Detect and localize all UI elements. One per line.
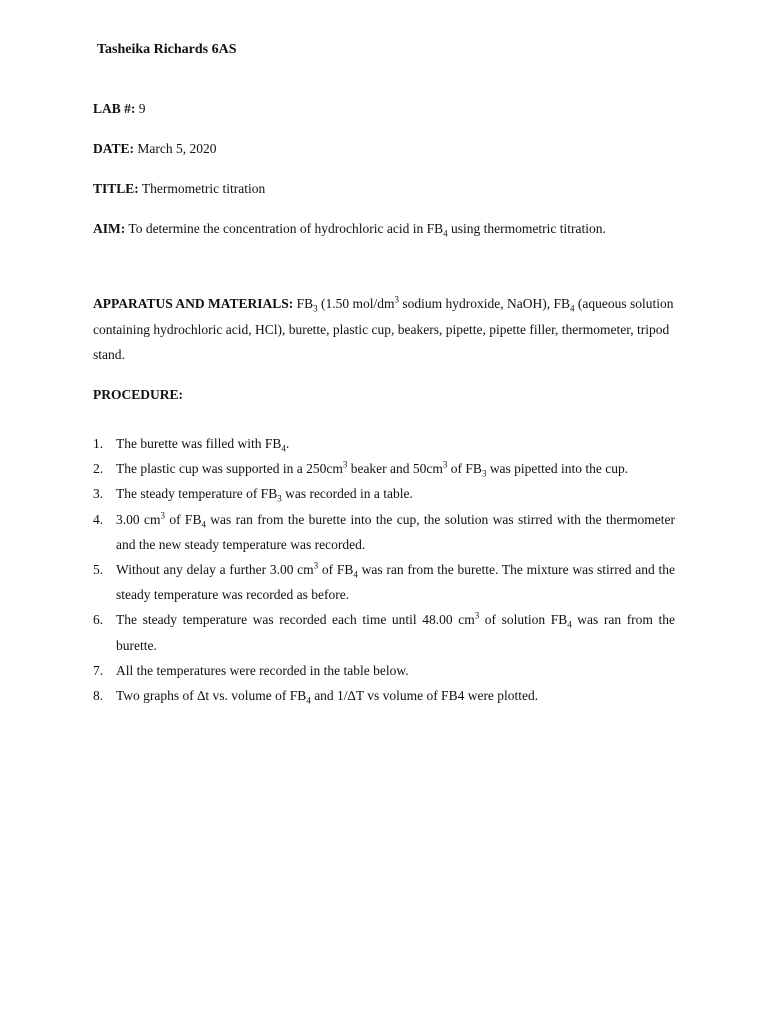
apparatus-paragraph: APPARATUS AND MATERIALS: $FB_3$ (1.50 mol/$dm^3$ sodium hydroxide, NaOH), $FB_4$ (aqueous solution containing hydrochloric acid, HCl), burette, plastic cup, beakers, pipette, pipette filler, thermometer, tripod stand.: [93, 294, 674, 362]
procedure-step: 2. The plastic cup was supported in a $250cm^3$ beaker and $50cm^3$ of $FB_3$ was pipetted into the cup.: [93, 459, 629, 479]
title-value: Thermometric titration: [141, 181, 266, 196]
date-value: March 5, 2020: [137, 141, 217, 156]
date-label: DATE:: [93, 141, 135, 156]
procedure-step: 5. Without any delay a further 3.00 $cm^3$ of $FB_4$ was ran from the burette. The mixture was stirred and the steady temperature was recorded as before.: [93, 560, 675, 603]
procedure-step: 6. The steady temperature was recorded each time until 48.00 $cm^3$ of solution $FB_4$ was ran from the burette.: [93, 610, 676, 653]
title-label: TITLE:: [93, 181, 139, 196]
procedure-step: 7. All the temperatures were recorded in the table below.: [93, 662, 409, 678]
aim-label: AIM:: [93, 221, 126, 236]
aim-paragraph: AIM: To determine the concentration of hydrochloric acid in $FB_4$ using thermometric titration.: [93, 221, 606, 239]
title-line: [93, 181, 675, 197]
procedure-heading: PROCEDURE:: [93, 387, 183, 402]
lab-label: LAB #:: [93, 101, 136, 116]
procedure-step: 1. The burette was filled with $FB_4$.: [93, 436, 290, 454]
procedure-step: 8. Two graphs of ∆t vs. volume of $FB_4$ and 1/∆T vs volume of FB4 were plotted.: [93, 688, 539, 706]
procedure-list: [93, 431, 675, 708]
procedure-step: 4. 3.00 $cm^3$ of $FB_4$ was ran from the burette into the cup, the solution was stirred with the thermometer and the new steady temperature was recorded.: [93, 510, 675, 552]
procedure-step: 3. The steady temperature of $FB_3$ was recorded in a table.: [93, 486, 413, 505]
author-line: Tasheika Richards 6AS: [97, 42, 237, 57]
date-line: [93, 141, 675, 157]
apparatus-label: APPARATUS AND MATERIALS:: [93, 296, 294, 311]
lab-number-line: [93, 101, 675, 117]
lab-value: 9: [138, 101, 146, 116]
